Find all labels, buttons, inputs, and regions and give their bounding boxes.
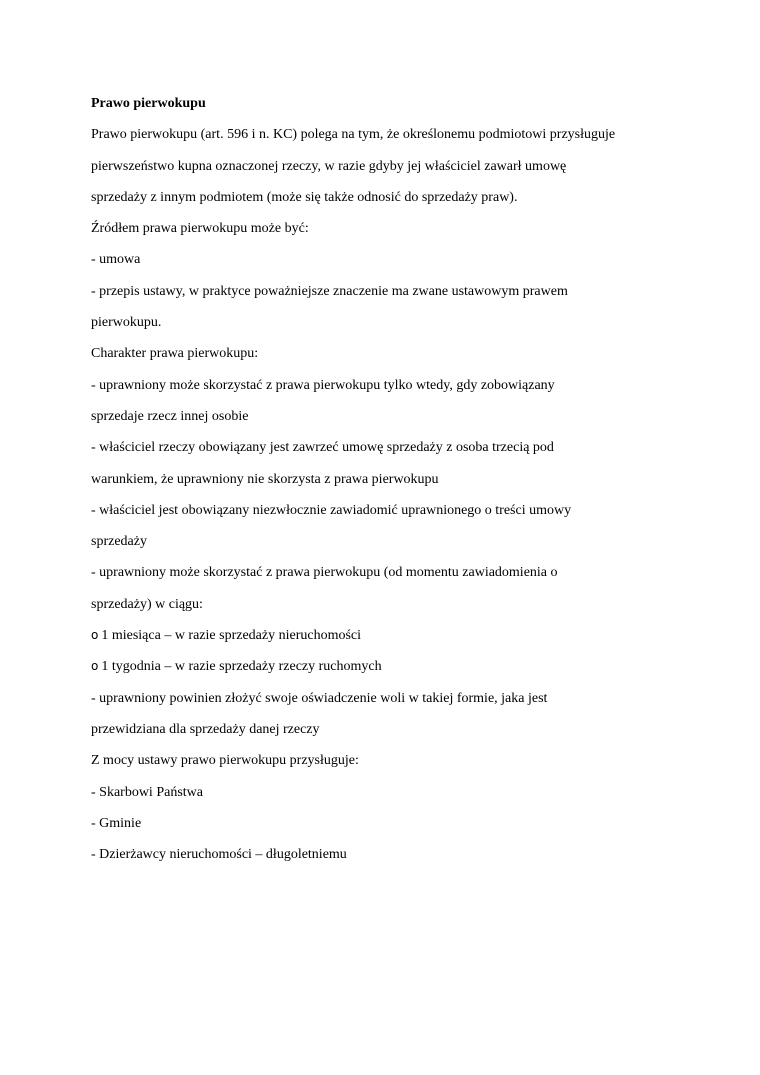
list-item: - uprawniony może skorzystać z prawa pierwokupu tylko wtedy, gdy zobowiązany bbox=[91, 377, 555, 393]
list-item-continuation: warunkiem, że uprawniony nie skorzysta z prawa pierwokupu bbox=[91, 471, 439, 487]
list-item: - uprawniony powinien złożyć swoje oświadczenie woli w takiej formie, jaka jest bbox=[91, 690, 548, 706]
document-title: Prawo pierwokupu bbox=[91, 96, 206, 111]
circle-bullet-icon: o bbox=[91, 628, 99, 643]
sub-list-item-text: 1 miesiąca – w razie sprzedaży nieruchomości bbox=[101, 628, 362, 644]
paragraph-line: sprzedaży z innym podmiotem (może się także odnosić do sprzedaży praw). bbox=[91, 189, 518, 205]
sub-list-item bbox=[91, 620, 691, 651]
list-item-continuation: sprzedaje rzecz innej osobie bbox=[91, 408, 249, 424]
list-item: - Gminie bbox=[91, 815, 142, 831]
paragraph-line: Prawo pierwokupu (art. 596 i n. KC) polega na tym, że określonemu podmiotowi przysługuje bbox=[91, 127, 616, 143]
paragraph-line: Charakter prawa pierwokupu: bbox=[91, 346, 259, 362]
sub-list-item-text: 1 tygodnia – w razie sprzedaży rzeczy ruchomych bbox=[101, 659, 382, 675]
list-item-continuation: przewidziana dla sprzedaży danej rzeczy bbox=[91, 721, 320, 737]
list-item: - uprawniony może skorzystać z prawa pierwokupu (od momentu zawiadomienia o bbox=[91, 565, 558, 581]
paragraph-line: Źródłem prawa pierwokupu może być: bbox=[91, 221, 309, 237]
list-item: - przepis ustawy, w praktyce poważniejsze znaczenie ma zwane ustawowym prawem bbox=[91, 283, 568, 299]
list-item: - Skarbowi Państwa bbox=[91, 784, 203, 800]
list-item: - Dzierżawcy nieruchomości – długoletniemu bbox=[91, 847, 347, 863]
list-item-continuation: sprzedaży) w ciągu: bbox=[91, 596, 203, 612]
list-item-continuation: sprzedaży bbox=[91, 534, 147, 550]
list-item-continuation: pierwokupu. bbox=[91, 315, 162, 331]
list-item: - właściciel rzeczy obowiązany jest zawrzeć umowę sprzedaży z osoba trzecią pod bbox=[91, 440, 554, 456]
list-item: - właściciel jest obowiązany niezwłocznie zawiadomić uprawnionego o treści umowy bbox=[91, 502, 572, 518]
circle-bullet-icon: o bbox=[91, 659, 99, 674]
document-body bbox=[91, 88, 691, 870]
paragraph-line: Z mocy ustawy prawo pierwokupu przysługuje: bbox=[91, 753, 359, 769]
sub-list-item bbox=[91, 651, 691, 682]
paragraph-line: pierwszeństwo kupna oznaczonej rzeczy, w razie gdyby jej właściciel zawarł umowę bbox=[91, 158, 567, 174]
list-item: - umowa bbox=[91, 252, 141, 268]
